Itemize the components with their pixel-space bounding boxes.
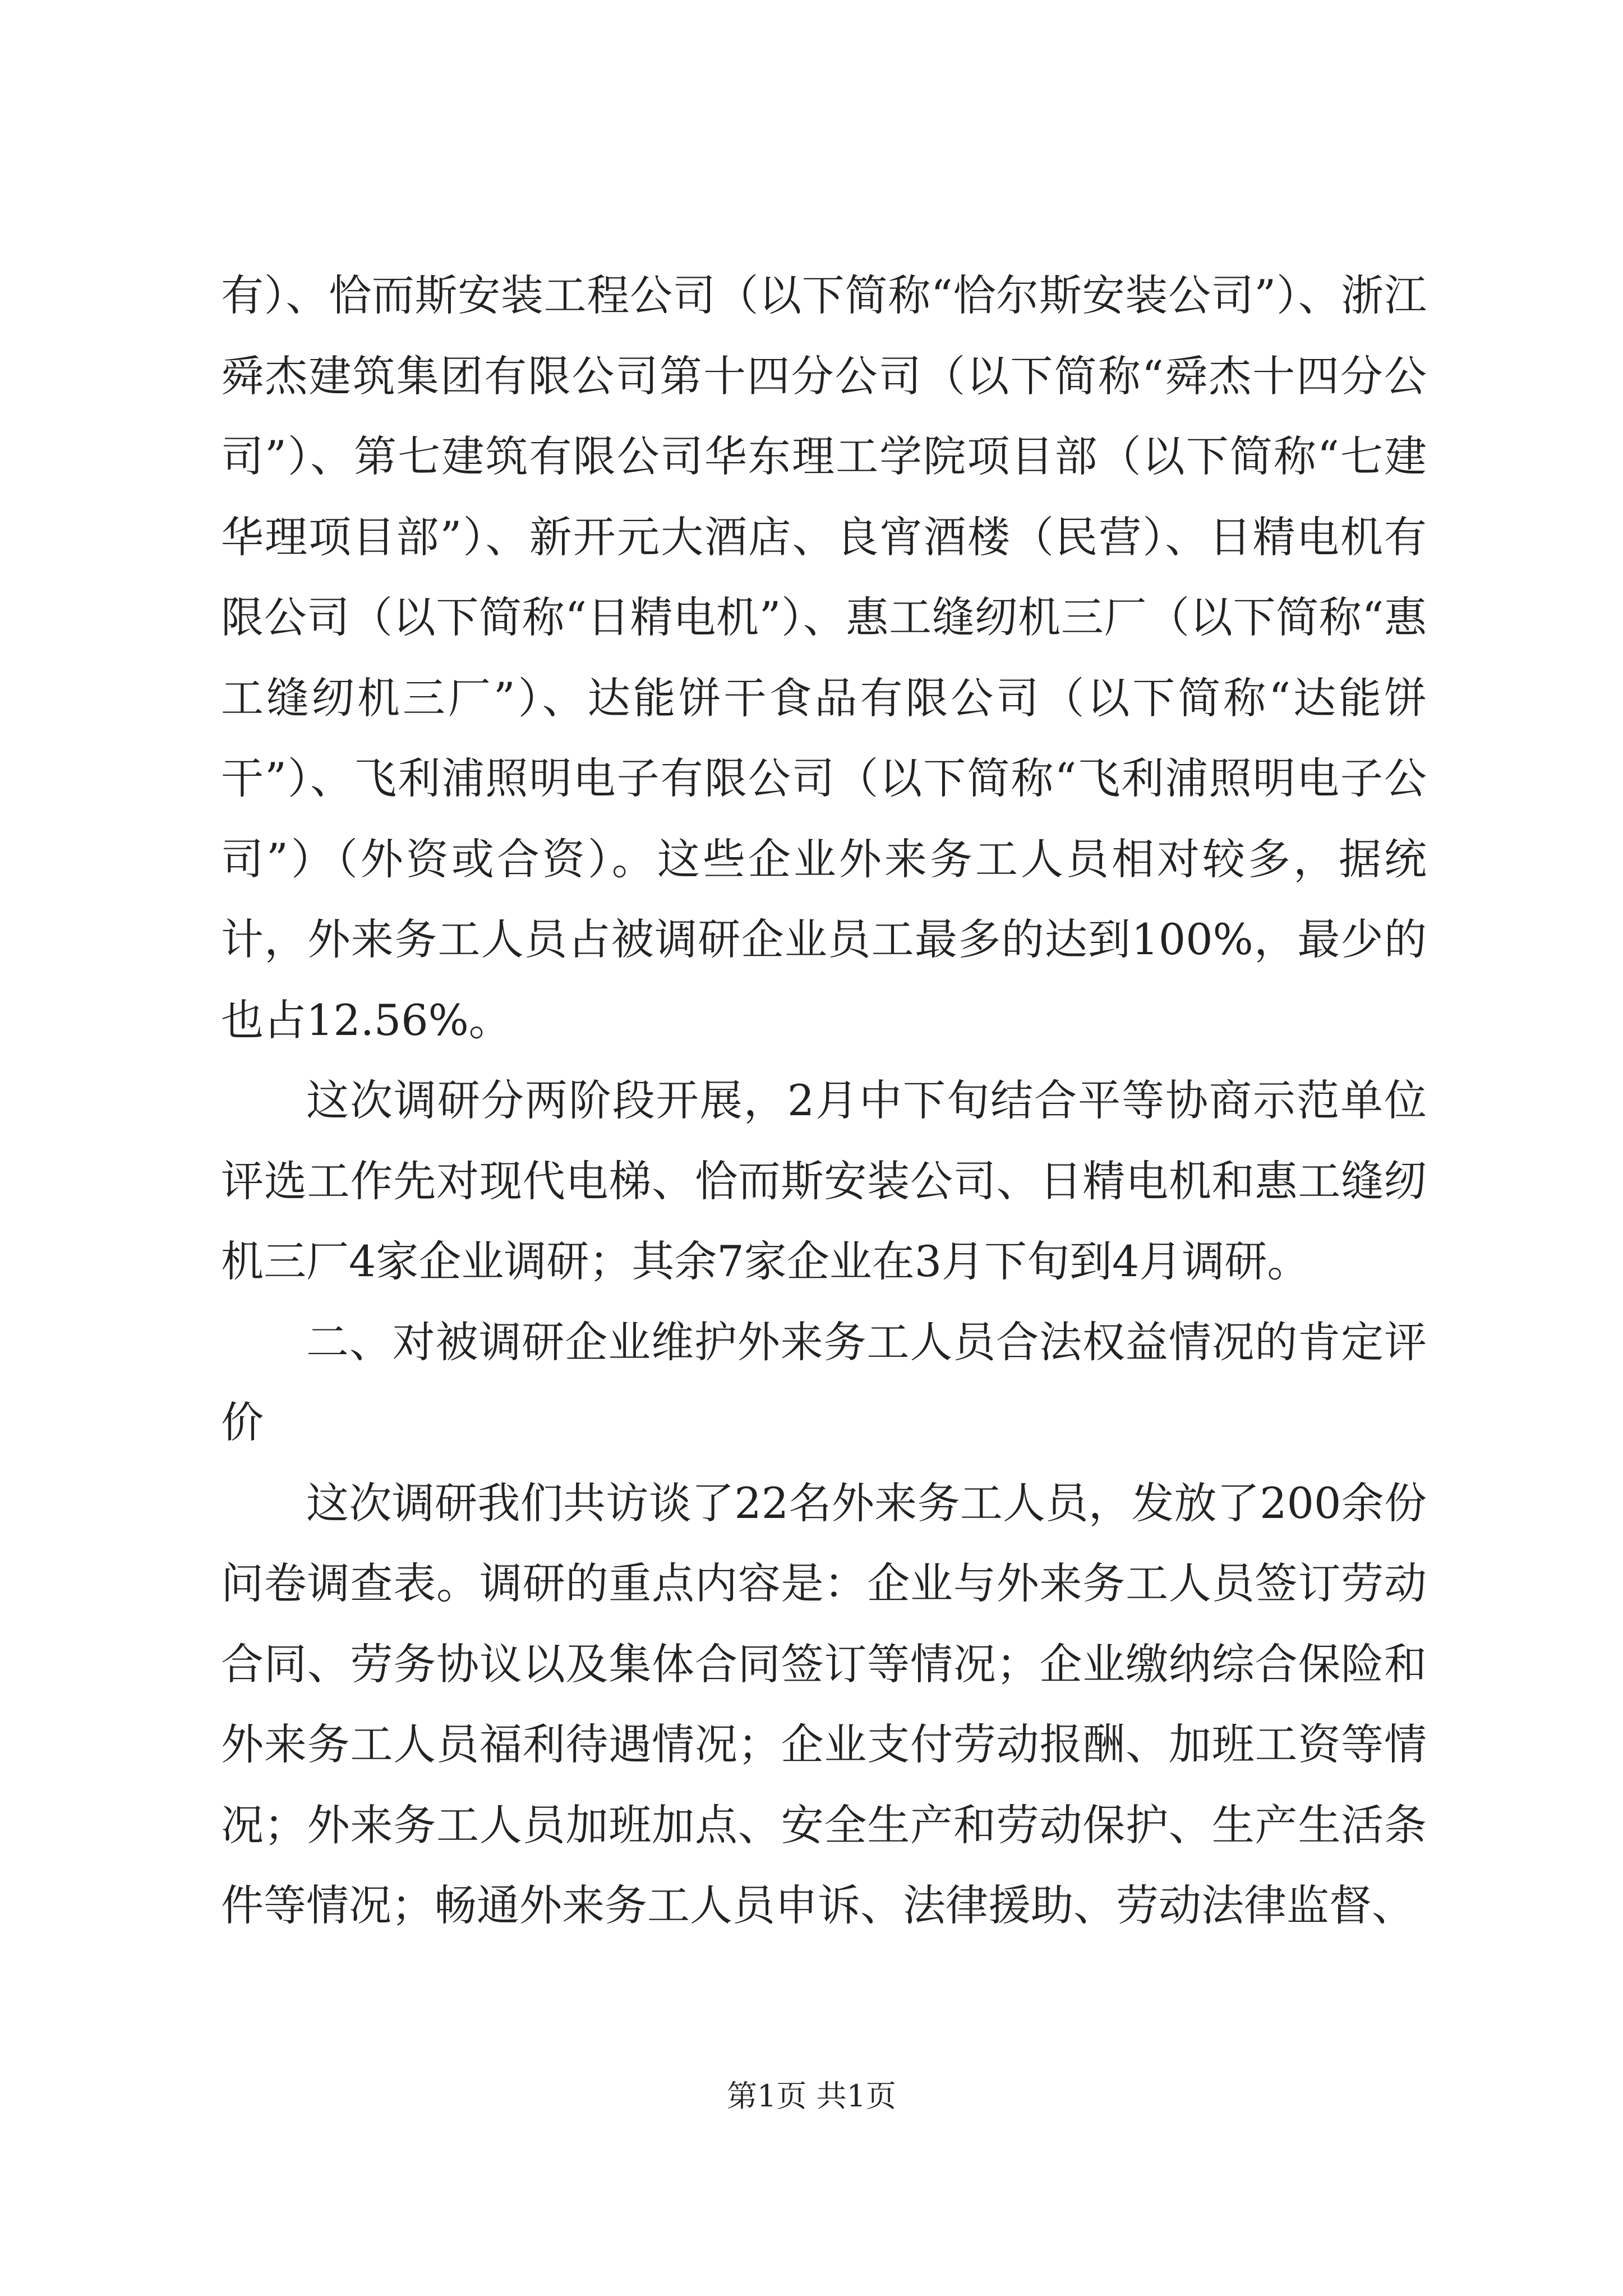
page-footer: 第1页 共1页 bbox=[727, 2078, 896, 2114]
paragraph-research-phases: 这次调研分两阶段开展，2月中下旬结合平等协商示范单位评选工作先对现代电梯、恰而斯安装公司、日精电机和惠工缝纫机三厂4家企业调研；其余7家企业在3月下旬到4月调研。 bbox=[221, 1075, 1427, 1286]
paragraph-company-list: 有）、恰而斯安装工程公司（以下简称“恰尔斯安装公司”）、浙江舜杰建筑集团有限公司第十四分公司（以下简称“舜杰十四分公司”）、第七建筑有限公司华东理工学院项目部（以下简称“七建华理项目部”）、新开元大酒店、良宵酒楼（民营）、日精电机有限公司（以下简称“日精电机”）、惠工缝纫机三厂（以下简称“惠工缝纫机三厂”）、达能饼干食品有限公司（以下简称“达能饼干”）、飞利浦照明电子有限公司（以下简称“飞利浦照明电子公司”）（外资或合资）。这些企业外来务工人员相对较多，据统计，外来务工人员占被调研企业员工最多的达到100%，最少的也占12.56%。 bbox=[221, 270, 1427, 1045]
document-body bbox=[221, 255, 1427, 1946]
paragraph-research-content: 这次调研我们共访谈了22名外来务工人员，发放了200余份问卷调查表。调研的重点内容是：企业与外来务工人员签订劳动合同、劳务协议以及集体合同签订等情况；企业缴纳综合保险和外来务工人员福利待遇情况；企业支付劳动报酬、加班工资等情况；外来务工人员加班加点、安全生产和劳动保护、生产生活条件等情况；畅通外来务工人员申诉、法律援助、劳动法律监督、 bbox=[221, 1478, 1427, 1930]
section-heading: 二、对被调研企业维护外来务工人员合法权益情况的肯定评价 bbox=[221, 1317, 1427, 1447]
